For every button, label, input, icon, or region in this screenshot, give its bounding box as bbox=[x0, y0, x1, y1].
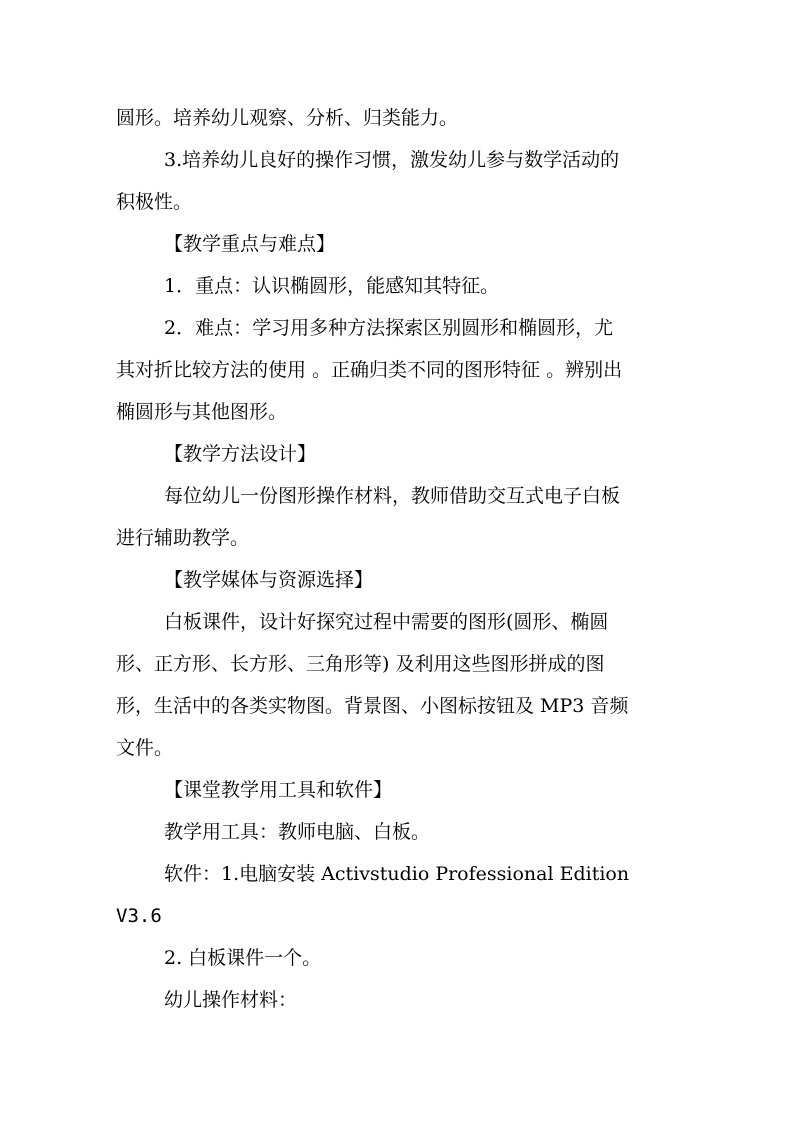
section-heading-key-points: 【教学重点与难点】 bbox=[164, 233, 336, 255]
paragraph-line: 每位幼儿一份图形操作材料，教师借助交互式电子白板 bbox=[164, 485, 621, 507]
software-item-2-line: 2. 白板课件一个。 bbox=[164, 947, 322, 969]
objective-3-line: 3.培养幼儿良好的操作习惯，激发幼儿参与数学活动的 bbox=[164, 149, 620, 171]
paragraph-line: 白板课件，设计好探究过程中需要的图形(圆形、椭圆 bbox=[164, 611, 609, 633]
tools-line: 教学用工具：教师电脑、白板。 bbox=[164, 821, 431, 843]
paragraph-line: 文件。 bbox=[116, 737, 174, 759]
paragraph-line: 积极性。 bbox=[116, 191, 193, 213]
paragraph-line: 其对折比较方法的使用 。正确归类不同的图形特征 。辨别出 bbox=[116, 359, 623, 381]
software-version-line: V3.6 bbox=[116, 905, 162, 927]
section-heading-tools: 【课堂教学用工具和软件】 bbox=[164, 779, 393, 801]
key-point-line: 1．重点：认识椭圆形，能感知其特征。 bbox=[164, 275, 500, 297]
software-line: 软件：1.电脑安装 Activstudio Professional Edition bbox=[164, 863, 630, 885]
paragraph-line: 进行辅助教学。 bbox=[116, 527, 250, 549]
paragraph-line: 圆形。培养幼儿观察、分析、归类能力。 bbox=[116, 107, 459, 129]
section-heading-media: 【教学媒体与资源选择】 bbox=[164, 569, 374, 591]
materials-heading-line: 幼儿操作材料： bbox=[164, 989, 298, 1011]
paragraph-line: 椭圆形与其他图形。 bbox=[116, 401, 288, 423]
difficulty-line: 2．难点：学习用多种方法探索区别圆形和椭圆形，尤 bbox=[164, 317, 614, 339]
paragraph-line: 形、正方形、长方形、三角形等) 及利用这些图形拼成的图 bbox=[116, 653, 605, 675]
section-heading-method: 【教学方法设计】 bbox=[164, 443, 317, 465]
paragraph-line: 形，生活中的各类实物图。背景图、小图标按钮及 MP3 音频 bbox=[116, 695, 629, 717]
